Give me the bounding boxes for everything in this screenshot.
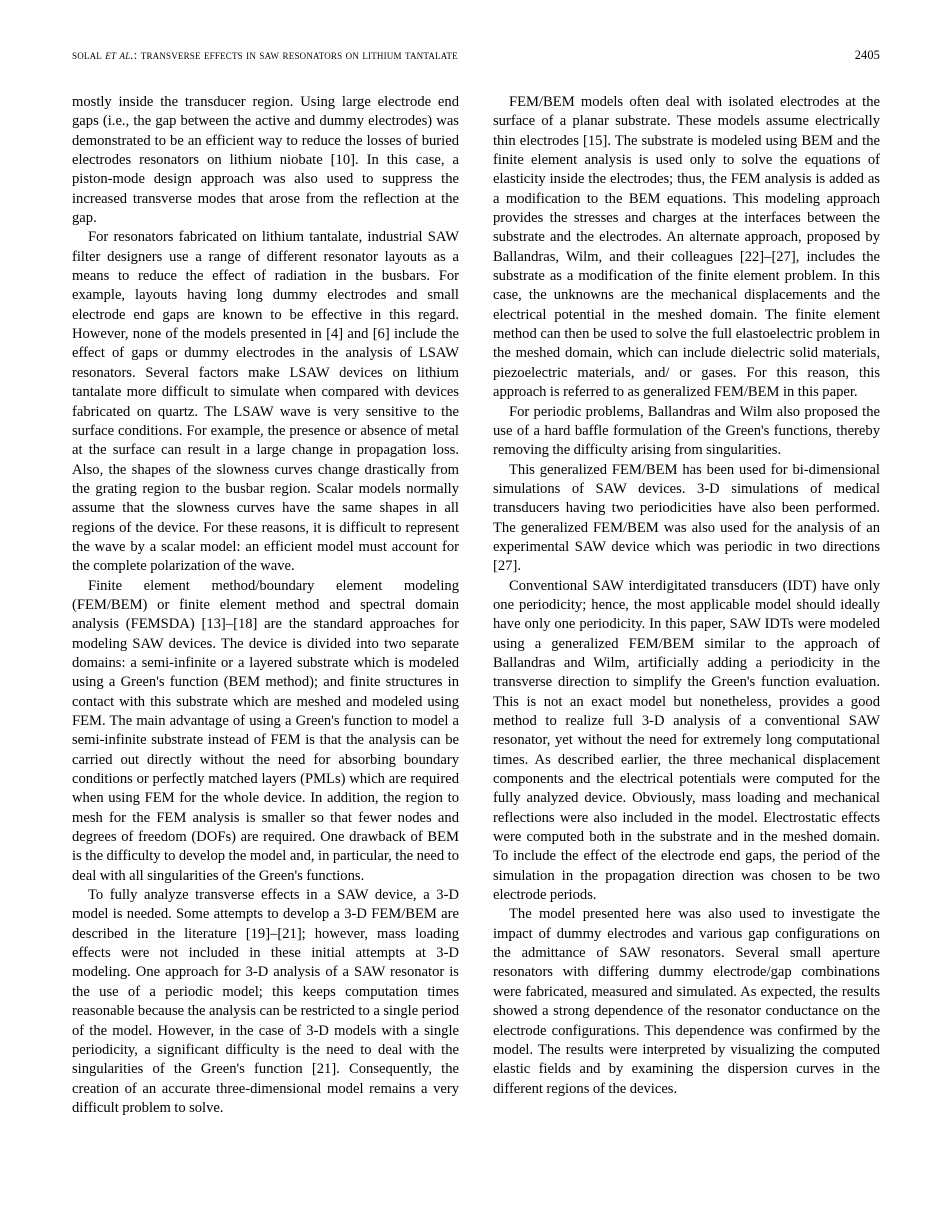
running-head-prefix: solal <box>72 48 106 62</box>
paragraph: FEM/BEM models often deal with isolated electrodes at the surface of a planar substrate. These models assume electrically thin electrodes [15]. The substrate is modeled using BEM and the finite element analysis is used only to solve the equations of elasticity inside the electrodes; thus, the FEM analysis is added as a modification to the BEM equations. This modeling approach provides the stresses and charges at the interfaces between the substrate and the electrodes. An alternate approach, proposed by Ballandras, Wilm, and their colleagues [22]–[27], includes the substrate as a modification of the finite element problem. In this case, the unknowns are the mechanical displacements and the electrical potential in the meshed domain. The finite element method can then be used to solve the full elastoelectric problem in the meshed domain, which can include dielectric solid materials, piezoelectric materials, and/ or gases. For this reason, this approach is referred to as generalized FEM/BEM in this paper. <box>493 94 880 401</box>
running-head-title <box>72 48 458 63</box>
paragraph: Finite element method/boundary element modeling (FEM/BEM) or finite element method and spectral domain analysis (FEMSDA) [13]–[18] are the standard approaches for modeling SAW devices. The device is divided into two separate domains: a semi-infinite or a layered substrate which is modeled using a Green's function (BEM method); and finite structures in contact with this substrate which are meshed and modeled using FEM. The main advantage of using a Green's function to model a semi-infinite substrate instead of FEM is that the analysis can be carried out directly without the need for absorbing boundary conditions or perfectly matched layers (PMLs) which are required when using FEM for the whole device. In addition, the region to mesh for the FEM analysis is smaller so that fewer nodes and degrees of freedom (DOFs) are required. One drawback of BEM is the difficulty to develop the model and, in particular, the need to deal with all singularities of the Green's functions. <box>72 577 459 884</box>
page-number: 2405 <box>854 48 880 62</box>
paragraph: To fully analyze transverse effects in a SAW device, a 3-D model is needed. Some attempts to develop a 3-D FEM/BEM are described in the literature [19]–[21]; however, mass loading effects were not included in these initial attempts at 3-D modeling. One approach for 3-D analysis of a SAW resonator is the use of a periodic model; this keeps computation times reasonable because the analysis can be restricted to a single period of the model. However, in the case of 3-D models with a single periodicity, a significant difficulty is the need to deal with the singularities of the Green's function [21]. Consequently, the creation of an accurate three-dimensional model remains a very difficult problem to solve. <box>72 887 459 1116</box>
paragraph: For periodic problems, Ballandras and Wilm also proposed the use of a hard baffle formulation of the Green's functions, thereby removing the difficulty arising from singularities. <box>493 403 880 459</box>
paragraph: For resonators fabricated on lithium tantalate, industrial SAW filter designers use a range of different resonator layouts as a means to reduce the effect of radiation in the busbars. For example, layouts having long dummy electrodes and small electrode end gaps are known to be effective in this regard. However, none of the models presented in [4] and [6] include the effect of gaps or dummy electrodes in the analysis of LSAW resonators. Several factors make LSAW devices on lithium tantalate more difficult to simulate when compared with devices fabricated on quartz. The LSAW wave is very sensitive to the surface conditions. For example, the presence or absence of metal at the surface can result in a large change in propagation loss. Also, the shapes of the slowness curves change drastically from the grating region to the busbar region. Scalar models normally assume that the slowness curves have the same shapes in all regions of the device. For these reasons, it is difficult to represent the wave by a scalar model: an efficient model must account for the complete polarization of the wave. <box>72 229 459 575</box>
column-left <box>72 93 459 1118</box>
paragraph: This generalized FEM/BEM has been used for bi-dimensional simulations of SAW devices. 3-D simulations of medical transducers having two periodicities have also been performed. The generalized FEM/BEM was also used for the analysis of an experimental SAW device which was periodic in two directions [27]. <box>493 461 880 575</box>
running-head-suffix: : transverse effects in saw resonators on lithium tantalate <box>133 48 458 62</box>
column-right <box>493 93 880 1118</box>
paragraph: Conventional SAW interdigitated transducers (IDT) have only one periodicity; hence, the most applicable model should ideally have only one periodicity. In this paper, SAW IDTs were modeled using a generalized FEM/BEM similar to the approach of Ballandras and Wilm, artificially adding a periodicity in the transverse direction to simplify the Green's function evaluation. This is not an exact model but nonetheless, provides a good method to realize full 3-D analysis of a conventional SAW resonator, yet without the need for extremely long computational times. As described earlier, the three mechanical displacement components and the electrical potentials were computed for the fully analyzed device. Obviously, mass loading and mechanical reflections were also included in the model. Electrostatic effects were computed both in the substrate and in the meshed domain. To include the effect of the electrode end gaps, the period of the simulation in the propagation direction was chosen to be two electrode periods. <box>493 577 880 904</box>
running-header <box>72 48 880 63</box>
two-column-body <box>72 93 880 1118</box>
running-head-italic: et al. <box>105 48 134 62</box>
paragraph: The model presented here was also used to investigate the impact of dummy electrodes and various gap configurations on the admittance of SAW resonators. Several small aperture resonators with differing dummy electrode/gap combinations were fabricated, measured and simulated. As expected, the results showed a strong dependence of the resonator conductance on the electrode configurations. This dependence was confirmed by the model. The results were interpreted by visualizing the computed elastic fields and by examining the dispersion curves in the different regions of the devices. <box>493 906 880 1097</box>
paragraph: mostly inside the transducer region. Using large electrode end gaps (i.e., the gap between the active and dummy electrodes) was demonstrated to be an efficient way to reduce the losses of buried electrodes resonators on lithium niobate [10]. In this case, a piston-mode design approach was also used to suppress the increased transverse modes that arose from the reflection at the gap. <box>72 94 459 227</box>
